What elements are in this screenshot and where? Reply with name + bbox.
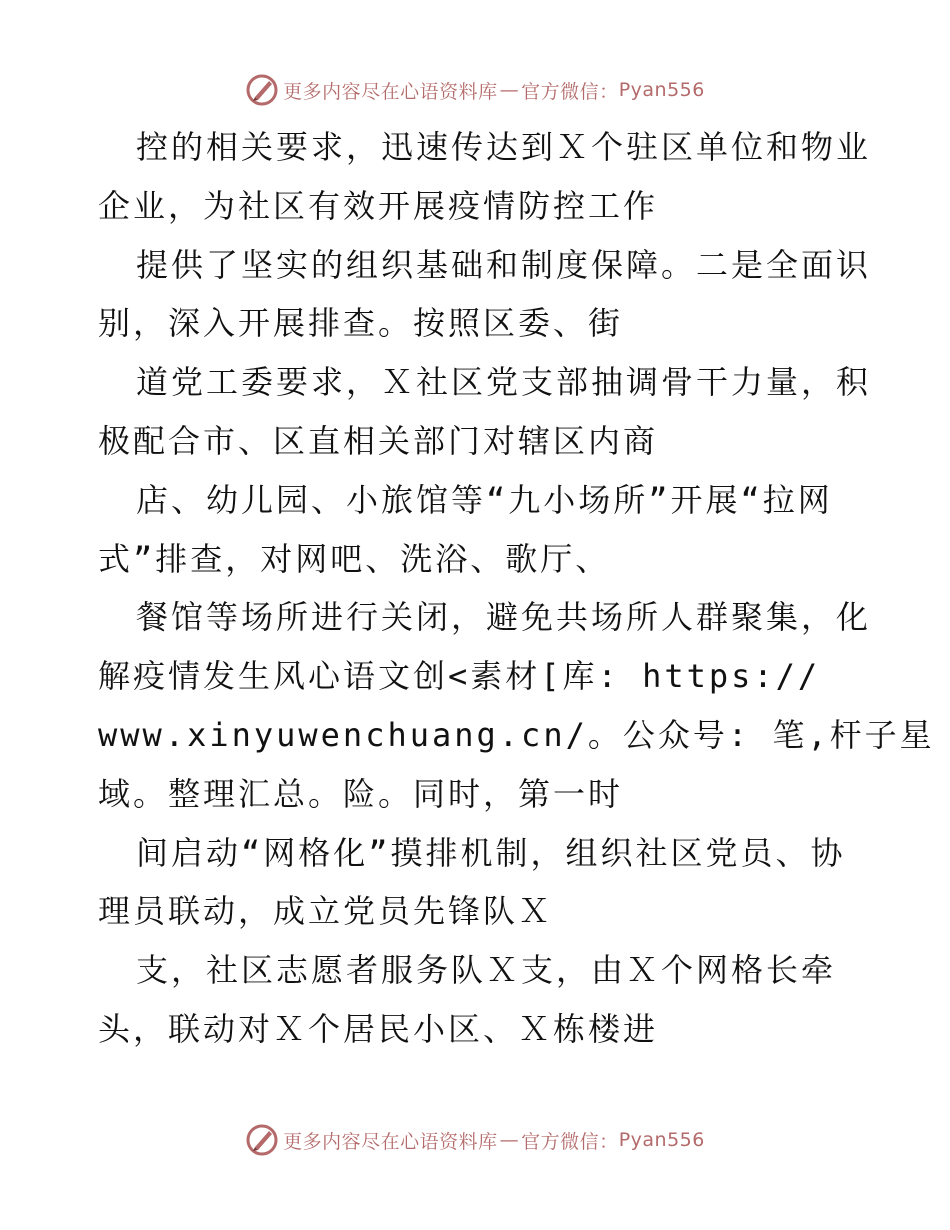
text-line: 控的相关要求，迅速传达到Ｘ个驻区单位和物业 [136,128,872,166]
header-watermark [0,72,950,108]
text-line: 域。整理汇总。险。同时，第一时 [98,774,624,813]
watermark-wechat-id: Pyan556 [618,79,705,101]
text-line: 餐馆等场所进行关闭，避免共场所人群聚集，化 [136,598,872,637]
pen-logo-icon [245,1123,279,1157]
text-line: 理员联动，成立党员先锋队Ｘ [98,892,554,931]
text-line: 间启动“网格化”摸排机制，组织社区党员、协 [136,833,846,872]
text-line: 别，深入开展排查。按照区委、街 [98,304,624,343]
watermark-main-text: 更多内容尽在心语资料库 [283,80,498,103]
text-line: 式”排查，对网吧、洗浴、歌厅、 [98,539,611,578]
text-line: 极配合市、区直相关部门对辖区内商 [98,421,659,460]
watermark-wechat-id: Pyan556 [618,1129,705,1151]
watermark-wechat-label: 官方微信： [521,80,619,103]
watermark-separator: — [499,1129,520,1151]
text-line: 企业，为社区有效开展疫情防控工作 [98,186,659,225]
footer-watermark [0,1122,950,1158]
text-line: 解疫情发生风心语文创<素材[库: https:// [98,657,821,696]
text-line: 道党工委要求，Ｘ社区党支部抽调骨干力量，积 [136,363,872,402]
text-line: 提供了坚实的组织基础和制度保障。二是全面识 [136,245,872,284]
text-line: www.xinyuwenchuang.cn/。公众号: 笔,杆子星 [98,715,935,754]
text-line: 支，社区志愿者服务队Ｘ支，由Ｘ个网格长牵 [136,951,837,990]
document-body [98,118,935,1059]
pen-logo-icon [245,73,279,107]
watermark-separator: — [499,79,520,101]
text-line: 头，联动对Ｘ个居民小区、Ｘ栋楼进 [98,1009,659,1048]
watermark-wechat-label: 官方微信： [521,1130,619,1153]
watermark-main-text: 更多内容尽在心语资料库 [283,1130,498,1153]
text-line: 店、幼儿园、小旅馆等“九小场所”开展“拉网 [136,480,833,519]
